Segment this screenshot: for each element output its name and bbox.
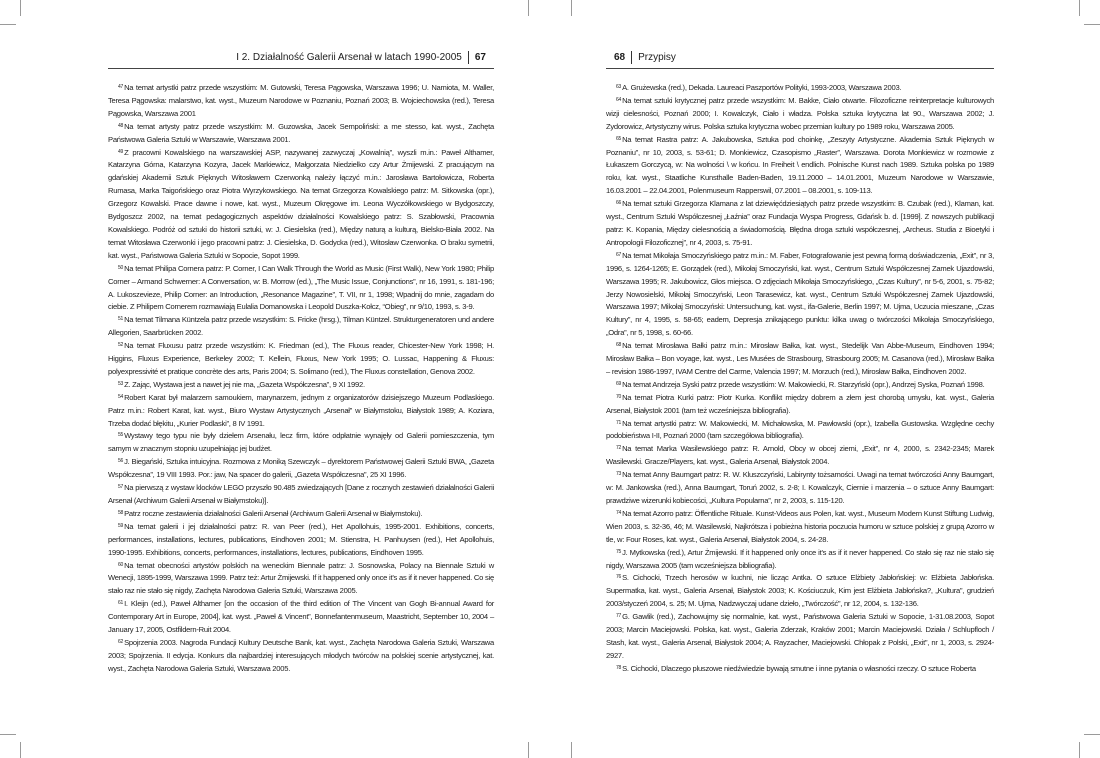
footnote-text: Na temat galerii i jej działalności patrz: R. van Peer (red.), Het Apollohuis, 1995-2001. Exhibitions, concerts, performances, installations, lectures, publications, Eindhoven 2001; M. Stienstra, H. Panhuysen (red.), Het Apollohuis, 1990-1995. Exhibitions, concerts, performances, installations, lectures, publications, Eindhoven 1995.: [108, 521, 494, 557]
footnote-number: 48: [118, 122, 124, 129]
footnote-text: S. Cichocki, Trzech herosów w kuchni, nie licząc Antka. O sztuce Elżbiety Jabłońskiej: w: Elżbieta Jabłońska. Supermatka, kat. wyst., Galeria Arsenał, Białystok 2003; K. Kościuczuk, Kim jest Elżbieta Jabłońska?, „Kultura”, grudzień 2003/styczeń 2004, s. 25; M. Ujma, Nadzwyczaj udane dzieło, „Twórczość”, nr 12, 2004, s. 132-136.: [606, 573, 994, 609]
footnote: [108, 121, 494, 147]
footnote: [606, 443, 994, 469]
chapter-title: Przypisy: [638, 52, 676, 63]
footnote-text: Na temat obecności artystów polskich na weneckim Biennale patrz: J. Sosnowska, Polacy na Biennale Sztuki w Wenecji, 1895-1999, Warszawa 1999. Patrz też: Artur Żmijewski. If it happened only once it's as if it never happened. Co się stało raz nie stało się nigdy, Zachęta Narodowa Galeria Sztuki, Warszawa 2005.: [108, 560, 494, 596]
footnote-text: S. Cichocki, Dlaczego pluszowe niedźwiedzie bywają smutne i inne pytania o własności rzeczy. O sztuce Roberta: [622, 663, 976, 673]
running-header: [614, 50, 676, 66]
footnote: [606, 95, 994, 134]
page-number: 67: [474, 52, 486, 63]
right-page: [550, 0, 1100, 758]
footnote: [606, 418, 994, 444]
footnote-text: Na temat sztuki Grzegorza Klamana z lat dziewięćdziesiątych patrz przede wszystkim: B. Czubak (red.), Klaman, kat. wyst., Centrum Sztuki Współczesnej „Łaźnia” oraz Fundacja Wyspa Progress, Gdańsk b. d. [1999]. Z nowszych publikacji patrz: K. Kopania, Między cielesnością a świadomością. Błędna droga sztuki współczesnej, „Archeus. Studia z Bioetyki i Antropologii Filozoficznej”, nr 4, 2003, s. 75-91.: [606, 199, 994, 247]
footnote: [108, 508, 494, 521]
footnote-number: 56: [118, 458, 124, 465]
footnote: [606, 508, 994, 547]
footnote: [108, 430, 494, 456]
footnote: [108, 379, 494, 392]
footnote: [606, 392, 994, 418]
footnote-number: 71: [616, 419, 622, 426]
header-divider: [631, 51, 632, 64]
footnote-number: 70: [616, 393, 622, 400]
footnote: [108, 340, 494, 379]
footnote-text: Robert Karat był malarzem samoukiem, marynarzem, jednym z organizatorów dzisiejszego Muzeum Podlaskiego. Patrz m.in.: Robert Karat, kat. wyst., Biuro Wystaw Artystycznych „Arsenał” w Białymstoku, Białystok 1989; A. Koziara, Trzeba dodać błękitu, „Kurier Podlaski”, 8 IV 1991.: [108, 392, 494, 428]
footnote-number: 61: [118, 600, 124, 607]
footnote: [108, 263, 494, 315]
running-header: [236, 50, 486, 66]
footnote-text: Z pracowni Kowalskiego na warszawskiej ASP, nazywanej zazwyczaj „Kowalnią”, wyszli m.in.: Paweł Althamer, Katarzyna Górna, Katarzyna Kozyra, Jacek Markiewicz, Małgorzata Niedzielko czy Artur Żmijewski. Z pracującym na gdańskiej Akademii Sztuk Pięknych Witosławem Czerwonką należy łączyć m.in.: Jarosława Bartołowicza, Roberta Rumasa, Marka Taigońskiego oraz Piotra Wyrzykowskiego. Na temat Grzegorza Kowalskiego patrz: M. Sitkowska (opr.), Grzegorz Kowalski. Prace dawne i nowe, kat. wyst., Muzeum Okręgowe im. Leona Wyczółkowskiego w Bydgoszczy, Bydgoszcz 2002, na temat pedagogicznych aspektów działalności Kowalskiego patrz: S. Szabłowski, Pracownia Kowalskiego. Podróż od sztuki do historii sztuki, w: J. Ciesielska (red.), Między naturą a kulturą, Bielsko-Biała 2002. Na temat Witosława Czerwonki i jego pracowni patrz: J. Ciesielska, D. Godycka (red.), Witosław Czerwonka. O braku symetrii, kat. wyst., Państwowa Galeria Sztuki w Sopocie, Sopot 1999.: [108, 147, 494, 260]
footnote-text: Na temat Andrzeja Syski patrz przede wszystkim: W. Makowiecki, R. Starzyński (opr.), Andrzej Syska, Poznań 1998.: [622, 379, 985, 389]
footnotes-column: [108, 82, 494, 676]
footnote: [108, 147, 494, 263]
footnote-number: 51: [118, 316, 124, 323]
footnote-text: Na temat Tilmana Küntzela patrz przede wszystkim: S. Fricke (hrsg.), Tilman Küntzel. Strukturgeneratoren und andere Allegorien, Saarbrücken 2002.: [108, 315, 494, 338]
header-rule: [108, 68, 494, 69]
footnote: [108, 82, 494, 121]
footnote-text: I. Kleijn (ed.), Paweł Althamer [on the occasion of the third edition of The Vincent van Gogh Bi-annual Award for Contemporary Art in Europe, 2004], kat. wyst. „Paweł & Vincent”, Bonnefantenmuseum, Maastricht, September 10, 2004 – January 17, 2005, Ostfildern-Ruit 2004.: [108, 599, 494, 635]
footnote: [108, 637, 494, 676]
footnote-number: 76: [616, 574, 622, 581]
footnote-number: 59: [118, 522, 124, 529]
footnote: [108, 598, 494, 637]
footnote-number: 53: [118, 380, 124, 387]
footnote-text: Na temat Anny Baumgart patrz: R. W. Kluszczyński, Labirynty tożsamości. Uwagi na temat twórczości Anny Baumgart, w: M. Jankowska (red.), Anna Baumgart, Toruń 2002, s. 2-8; I. Kowalczyk, Ciernie i marzenia – o sztuce Anny Baumgart: prawdziwe wizerunki kobiecości, „Kultura Popularna”, nr 2, 2003, s. 115-120.: [606, 470, 994, 505]
footnote-text: Na temat artystki patrz przede wszystkim: M. Gutowski, Teresa Pągowska, Warszawa 1996; U. Namiota, M. Waller, Teresa Pągowska: malarstwo, kat. wyst., Muzeum Narodowe w Poznaniu, Poznań 2003; B. Wojciechowska (red.), Teresa Pągowska, Warszawa 2001: [108, 83, 494, 118]
footnote-number: 64: [616, 96, 622, 103]
footnote: [606, 663, 994, 676]
footnote-number: 50: [118, 264, 124, 271]
footnote-number: 63: [616, 84, 622, 90]
footnote-text: Na temat Fluxusu patrz przede wszystkim: K. Friedman (ed.), The Fluxus reader, Chicester-New York 1998; H. Higgins, Fluxus Experience, Berkeley 2002; T. Kellein, Fluxus, New York 1995; O. Lussac, Happening & Fluxus: polyexpressivité et pratique concrète des arts, Paris 2004; S. Solimano (red.), The Fluxus constellation, Genova 2002.: [108, 341, 494, 376]
footnote-number: 74: [616, 509, 622, 516]
footnote: [108, 456, 494, 482]
footnote-number: 54: [118, 393, 124, 400]
footnote-number: 47: [118, 84, 124, 90]
footnote-text: Z. Zając, Wystawa jest a nawet jej nie ma, „Gazeta Współczesna”, 9 XI 1992.: [124, 379, 365, 389]
header-divider: [468, 51, 469, 64]
footnote-text: Wystawy tego typu nie były dziełem Arsenału, lecz firm, które odpłatnie wynajęły od Galerii pomieszczenia, tym samym w znacznym stopniu uzupełniając jej budżet.: [108, 431, 494, 454]
footnote-text: Na temat Piotra Kurki patrz: Piotr Kurka. Konflikt między dobrem a złem jest chorobą umysłu, kat. wyst., Galeria Arsenał, Białystok 2001 (tam też wcześniejsza bibliografia).: [606, 392, 994, 415]
footnote-number: 55: [118, 432, 124, 439]
footnote-text: Na temat Philipa Cornera patrz: P. Corner, I Can Walk Through the World as Music (First Walk), New York 1980; Philip Corner – Armand Schwerner: A Conversation, w: B. Morrow (ed.), „The Music Issue, Conjunctions”, nr 16, 1991, s. 181-196; A. Lukoszevieze, Philip Corner: an Introduction, „Resonance Magazine”, T. VII, nr 1, 1998; Wpadnij do mnie, zagadam do ciebie. Z Philipem Cornerem rozmawiają Eulalia Domanowska i Leopold Duszka-Kołcz, “Obieg”, nr 9/10, 1993, s. 3-9.: [108, 263, 494, 312]
footnote: [108, 560, 494, 599]
footnote: [108, 314, 494, 340]
page-number: 68: [614, 52, 626, 63]
footnote-text: Na temat artystki patrz: W. Makowiecki, M. Michałowska, M. Pawłowski (opr.), Izabella Gustowska. Względne cechy podobieństwa I-II, Poznań 2000 (tam szczegółowa bibliografia).: [606, 418, 994, 441]
footnote: [606, 134, 994, 199]
footnote-number: 67: [616, 251, 622, 258]
footnotes-column: [606, 82, 994, 676]
footnote: [108, 482, 494, 508]
footnote-number: 72: [616, 445, 622, 452]
footnote-number: 57: [118, 484, 124, 491]
footnote-number: 68: [616, 342, 622, 349]
footnote-text: Spojrzenia 2003. Nagroda Fundacji Kultury Deutsche Bank, kat. wyst., Zachęta Narodowa Galeria Sztuki, Warszawa 2003; Spojrzenia. II edycja. Konkurs dla najbardziej interesujących młodych twórców na polskiej scenie artystycznej, kat. wyst., Zachęta Narodowa Galeria Sztuki, Warszawa 2005.: [108, 637, 494, 673]
footnote: [606, 82, 994, 95]
footnote-text: Na pierwszą z wystaw klocków LEGO przyszło 90.485 zwiedzających [Dane z rocznych zestawień działalności Galerii Arsenał (Archiwum Galerii Arsenał w Białymstoku)].: [108, 483, 494, 505]
footnote: [606, 547, 994, 573]
footnote-number: 77: [616, 613, 622, 620]
footnote-text: Na temat Marka Wasilewskiego patrz: R. Arnold, Obcy w obcej ziemi, „Exit”, nr 4, 2000, s. 2342-2345; Marek Wasilewski. Gracze/Players, kat. wyst., Galeria Arsenał, Białystok 2004.: [606, 444, 994, 467]
footnote: [606, 611, 994, 663]
footnote: [108, 521, 494, 560]
footnote: [606, 469, 994, 508]
footnote-text: Na temat artysty patrz przede wszystkim: M. Guzowska, Jacek Sempoliński: a me stesso, kat. wyst., Zachęta Państwowa Galeria Sztuki w Warszawie, Warszawa 2001.: [108, 121, 494, 144]
footnote-number: 75: [616, 548, 622, 555]
footnote-number: 66: [616, 200, 622, 207]
footnote-text: Na temat Rastra patrz: A. Jakubowska, Sztuka pod choinkę, „Zeszyty Artystyczne. Akademia Sztuk Pięknych w Poznaniu”, nr 10, 2003, s. 53-61; D. Monkiewicz, Czasopismo „Raster”, Warszawa. Dorota Monkiewicz w rozmowie z Łukaszem Gorczycą, w: Na wolności \ w końcu. In Freiheit \ endlich. Polnische Kunst nach 1989. Sztuka polska po 1989 roku, kat. wyst., Staatliche Kunsthalle Baden-Baden, 19.11.2000 – 14.01.2001, Muzeum Narodowe w Warszawie, 16.03.2001 – 22.04.2001, Polenmuseum Rapperswil, 07.2001 – 08.2001, s. 109-113.: [606, 134, 994, 196]
header-rule: [606, 68, 994, 69]
footnote-number: 52: [118, 342, 124, 349]
footnote-number: 73: [616, 471, 622, 478]
footnote: [606, 250, 994, 340]
footnote-number: 49: [118, 148, 124, 155]
footnote: [606, 379, 994, 392]
footnote-text: Na temat Azorro patrz: Öffentliche Rituale. Kunst-Videos aus Polen, kat. wyst., Museum Modern Kunst Stiftung Ludwig, Wien 2003, s. 32-36, 46; M. Wasilewski, Najkrótsza i pobieżna historia poczucia humoru w sztuce polskiej z grupą Azorro w tle, w: Four Roses, kat. wyst., Galeria Arsenał, Białystok 2004, s. 24-28.: [606, 508, 994, 544]
footnote-text: A. Grużewska (red.), Dekada. Laureaci Paszportów Polityki, 1993-2003, Warszawa 2003.: [622, 83, 902, 92]
footnote-number: 65: [616, 135, 622, 142]
footnote-number: 62: [118, 638, 124, 645]
footnote-number: 58: [118, 509, 124, 516]
footnote: [108, 392, 494, 431]
footnote-text: Na temat sztuki krytycznej patrz przede wszystkim: M. Bakke, Ciało otwarte. Filozoficzne reinterpretacje kulturowych wizji cielesności, Poznań 2000; I. Kowalczyk, Ciało i władza. Polska sztuka krytyczna lat 90., Warszawa 2002; J. Zydorowicz, Artystyczny wirus. Polska sztuka krytyczna wobec przemian kultury po 1989 roku, Warszawa 2005.: [606, 95, 994, 131]
footnote-number: 69: [616, 380, 622, 387]
footnote: [606, 198, 994, 250]
chapter-title: I 2. Działalność Galerii Arsenał w latach 1990-2005: [236, 52, 462, 63]
footnote: [606, 572, 994, 611]
footnote-number: 60: [118, 561, 124, 568]
footnote-text: Na temat Mikołaja Smoczyńskiego patrz m.in.: M. Faber, Fotografowanie jest pewną formą doświadczenia, „Exit”, nr 3, 1996, s. 1264-1265; E. Gorządek (red.), Mikołaj Smoczyński, kat. wyst., Centrum Sztuki Współczesnej Zamek Ujazdowski, Warszawa 1995; R. Jakubowicz, Głos miejsca. O zdjęciach Mikołaja Smoczyńskiego, „Czas Kultury”, nr 5-6, 2001, s. 75-82; Jerzy Nowosielski, Mikołaj Smoczyński, Leon Tarasewicz, kat. wyst., Centrum Sztuki Współczesnej Zamek Ujazdowski, Warszawa 1997; Mikołaj Smoczyński: Untersuchung, kat. wyst., ifa-Galerie, Berlin 1997; M. Ujma, Uczucia mieszane, „Czas Kultury”, nr 4, 1995, s. 58-65; eadem, Depresja znikającego punktu: kilka uwag o twórczości Mikołaja Smoczyńskiego, „Odra”, nr 5, 1998, s. 60-66.: [606, 250, 994, 338]
footnote-text: J. Biegański, Sztuka intuicyjna. Rozmowa z Moniką Szewczyk – dyrektorem Państwowej Galerii Sztuki BWA, „Gazeta Współczesna”, 19 VIII 1993. Por.: jaw, Na spacer do galerii, „Gazeta Współczesna”, 25 XI 1996.: [108, 457, 494, 480]
footnote-text: Patrz roczne zestawienia działalności Galerii Arsenał (Archiwum Galerii Arsenał w Białymstoku).: [124, 508, 423, 518]
footnote-number: 78: [616, 664, 622, 671]
footnote-text: Na temat Mirosława Bałki patrz m.in.: Mirosław Bałka, kat. wyst., Stedelijk Van Abbe-Museum, Eindhoven 1994; Mirosław Bałka – Bon voyage, kat. wyst., Les Musées de Strasbourg, Strasbourg 2005; M. Casanova (red.), Mirosław Bałka – revision 1986-1997, IVAM Centre del Carme, Valencia 1997; M. Morzuch (red.), Mirosław Bałka, Eindhoven 2002.: [606, 341, 994, 376]
footnote: [606, 340, 994, 379]
footnote-text: J. Mytkowska (red.), Artur Żmijewski. If it happened only once it's as if it never happened. Co stało się raz nie stało się nigdy, Warszawa 2005 (tam wcześniejsza bibliografia).: [606, 547, 994, 570]
footnote-text: G. Gawlik (red.), Zachowujmy się normalnie, kat. wyst., Państwowa Galeria Sztuki w Sopocie, 1-31.08.2003, Sopot 2003; Marcin Maciejowski. Polska, kat. wyst., Galeria Zderzak, Kraków 2001; Marcin Maciejowski. Działa / Schlupfloch / Stash, kat. wyst., Galeria Arsenał, Białystok 2004; A. Rayzacher, Maciejowski. Chłopak z Polski, „Exit”, nr 1, 2003, s. 2924-2927.: [606, 612, 994, 660]
